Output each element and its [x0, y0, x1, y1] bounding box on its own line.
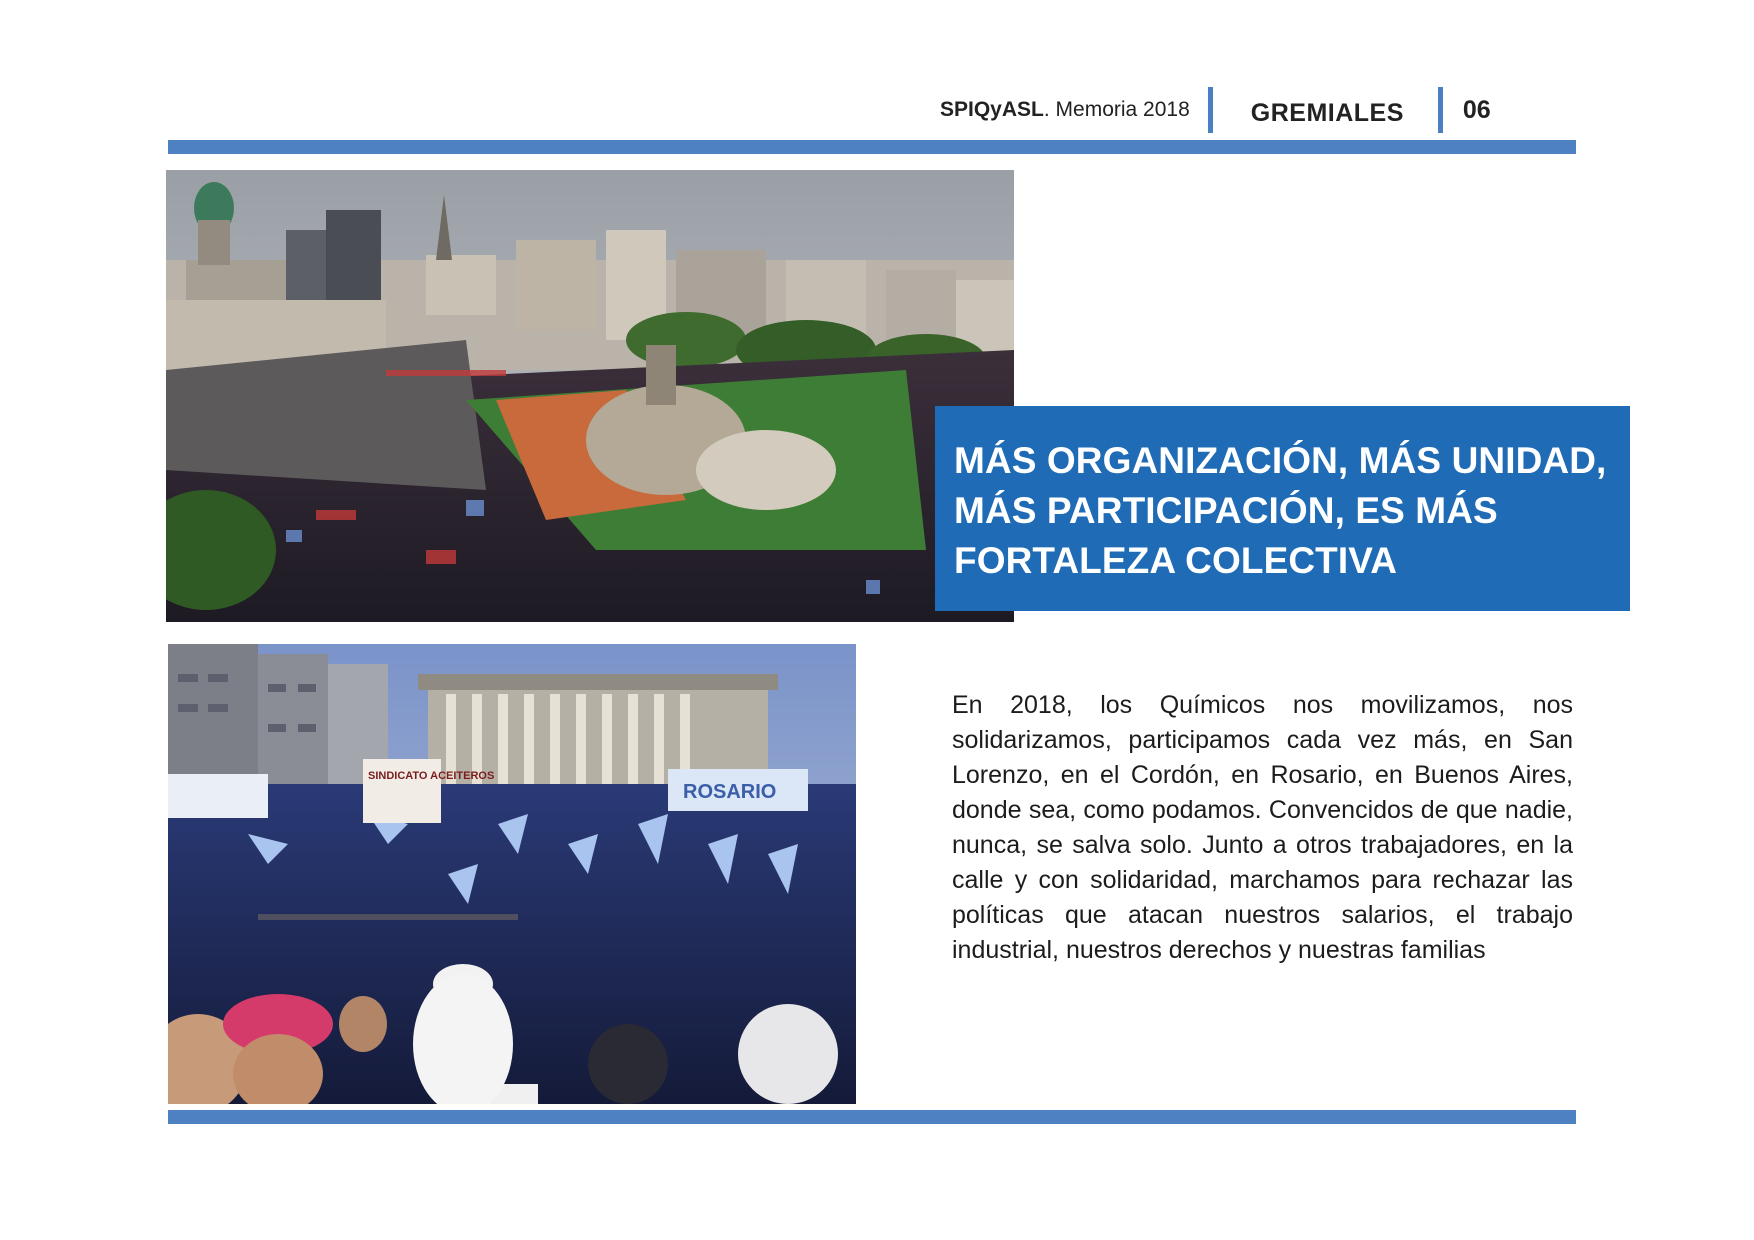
- page-number: 06: [1462, 95, 1491, 124]
- headline-box: [935, 406, 1630, 611]
- bottom-rule: [168, 1110, 1576, 1124]
- publication-subtitle: . Memoria 2018: [1043, 98, 1190, 121]
- headline: [954, 436, 1610, 586]
- headline-line-3: FORTALEZA COLECTIVA: [954, 540, 1398, 581]
- publication-name: [940, 98, 1190, 122]
- org-acronym: SPIQyASL: [940, 98, 1044, 121]
- section-name: GREMIALES: [1250, 98, 1404, 127]
- headline-line-1: MÁS ORGANIZACIÓN, MÁS UNIDAD,: [954, 440, 1607, 481]
- union-sign-text: SINDICATO ACEITEROS: [368, 770, 495, 782]
- headline-line-2: MÁS PARTICIPACIÓN, ES MÁS: [954, 490, 1498, 531]
- rosario-rally-photo: [168, 644, 856, 1104]
- header-separator: [1438, 87, 1443, 133]
- top-rule: [168, 140, 1576, 154]
- body-paragraph: En 2018, los Químicos nos movilizamos, nos solidarizamos, participamos cada vez más, en San Lorenzo, en el Cordón, en Rosario, en Buenos Aires, donde sea, como podamos. Convencidos de que nadie, nunca, se salva solo. Junto a otros trabajadores, en la calle y con solidaridad, marchamos para rechazar las políticas que atacan nuestros salarios, el trabajo industrial, nuestros derechos y nuestras familias: [952, 691, 1573, 964]
- congress-rally-photo: [166, 170, 1014, 622]
- rosario-banner-text: ROSARIO: [683, 781, 777, 803]
- page-header: [940, 86, 1491, 134]
- header-separator: [1208, 87, 1213, 133]
